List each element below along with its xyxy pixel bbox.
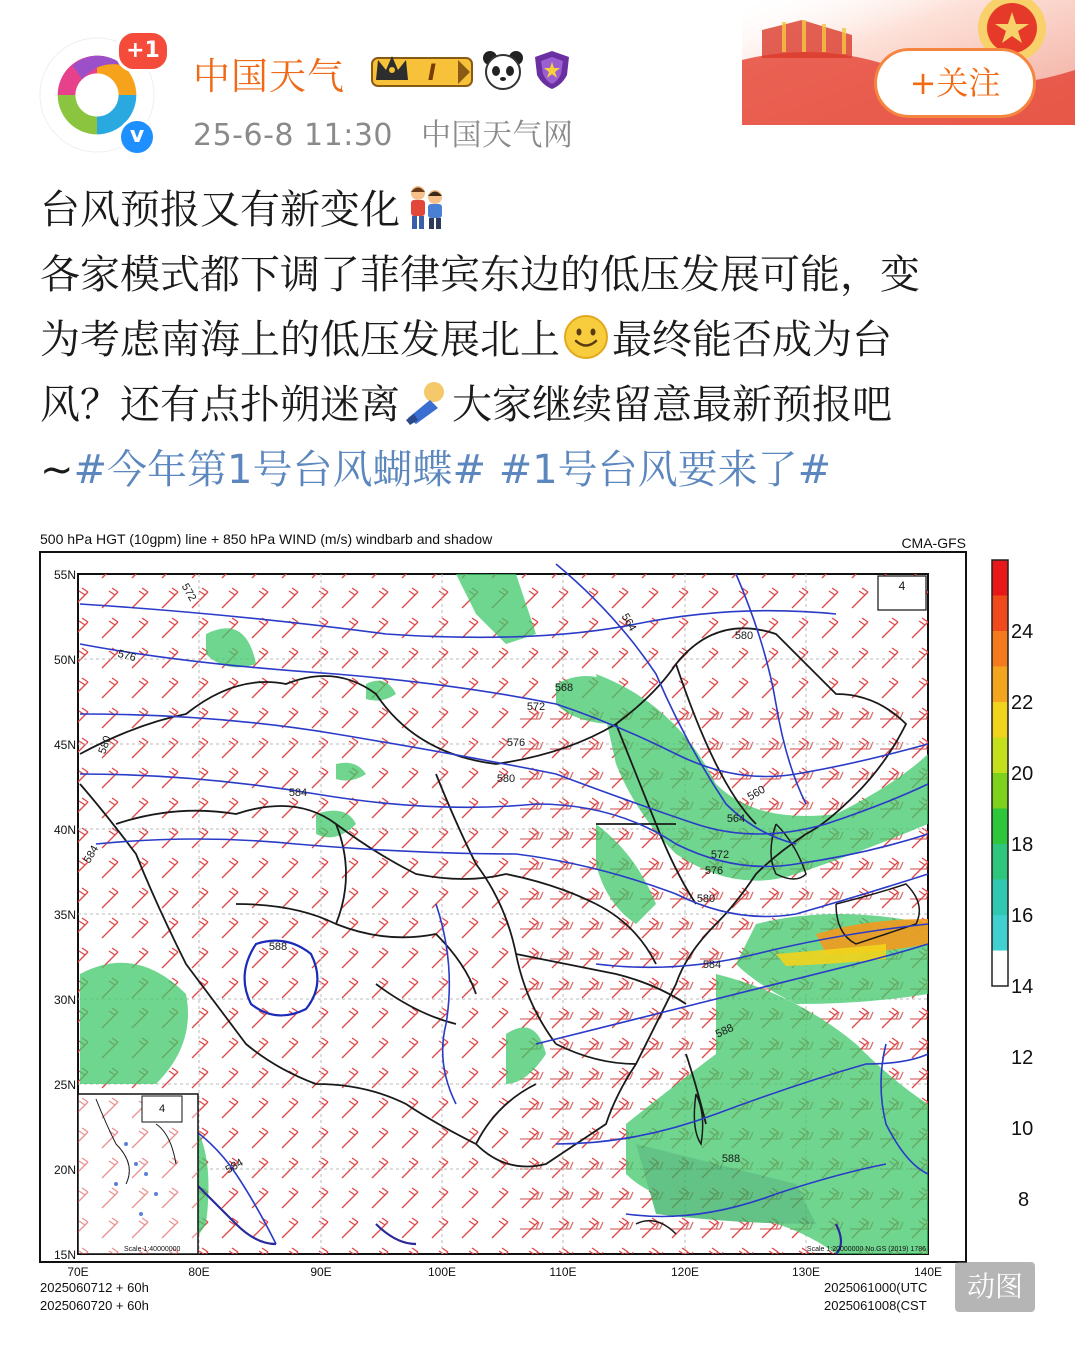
colorbar-label: 16: [1011, 905, 1034, 927]
hashtag-line: [40, 438, 1040, 503]
colorbar-segment: [992, 915, 1008, 951]
colorbar-segment: [992, 702, 1008, 738]
svg-text:I: I: [427, 61, 437, 86]
post-line-3: [40, 308, 1040, 373]
post-line-2: 各家模式都下调了菲律宾东边的低压发展可能，变: [40, 252, 920, 298]
weather-map-image[interactable]: [36, 524, 1042, 1324]
inset-map: [78, 1094, 198, 1254]
colorbar-segment: [992, 880, 1008, 916]
contour-label: 584: [702, 959, 722, 971]
contour-label: 584: [223, 1156, 246, 1177]
lat-label: 25N: [53, 1078, 76, 1092]
colorbar-segment: [992, 773, 1008, 809]
colorbar-segment: [992, 844, 1008, 880]
lon-label: 120E: [670, 1265, 700, 1279]
contour-label: 564: [726, 813, 746, 825]
lat-label: 55N: [53, 568, 76, 582]
hashtag-link-1[interactable]: #今年第1号台风蝴蝶#: [73, 447, 486, 493]
post-text-line: 为考虑南海上的低压发展北上: [40, 317, 560, 363]
lon-label: 100E: [427, 1265, 457, 1279]
contour-label: 588: [268, 941, 288, 953]
contour-label: 560: [745, 783, 768, 804]
contour-label: 568: [554, 682, 574, 694]
colorbar-label: 14: [1011, 976, 1034, 998]
post-text-line: 风？还有点扑朔迷离: [40, 382, 400, 428]
valid-time-cst: 2025061008(CST: [824, 1298, 927, 1313]
panel-number: 4: [898, 579, 906, 593]
contour-label: 576: [506, 737, 526, 749]
init-time-cst: 2025060720 + 60h: [40, 1298, 149, 1313]
shield-badge-icon: [532, 49, 572, 91]
contour-label: 584: [81, 843, 102, 866]
contour-label: 576: [704, 865, 724, 877]
contour-label: 572: [710, 849, 730, 861]
lat-label: 20N: [53, 1163, 76, 1177]
lon-label: 140E: [913, 1265, 943, 1279]
verified-badge: v: [118, 118, 156, 156]
post-text: [40, 178, 1040, 503]
colorbar-label: 12: [1011, 1047, 1034, 1069]
contour-label: 580: [696, 893, 716, 905]
map-title: 500 hPa HGT (10gpm) line + 850 hPa WIND (m/s) windbarb and shadow: [40, 531, 493, 547]
post-timestamp: 25-6-8 11:30: [193, 118, 393, 153]
colorbar-segment: [992, 667, 1008, 703]
author-badges: [370, 48, 572, 92]
valid-time-utc: 2025061000(UTC: [824, 1280, 928, 1295]
notification-badge: +1: [116, 30, 170, 72]
post-source[interactable]: 中国天气网: [421, 118, 574, 153]
colorbar-label: 24: [1011, 621, 1034, 643]
author-name[interactable]: 中国天气: [193, 55, 345, 98]
inset-scale: Scale 1:40000000: [124, 1246, 181, 1253]
contour-label: 572: [178, 581, 199, 604]
colorbar-label: 18: [1011, 834, 1034, 856]
contour-label: 584: [288, 787, 308, 799]
lat-label: 45N: [53, 738, 76, 752]
lon-label: 90E: [310, 1265, 332, 1279]
hashtag-link-2[interactable]: #1号台风要来了#: [498, 447, 832, 493]
lat-label: 40N: [53, 823, 76, 837]
gif-badge: 动图: [955, 1262, 1035, 1312]
colorbar-label: 22: [1011, 692, 1034, 714]
smile-emoji-icon: [562, 313, 610, 361]
colorbar-segment: [992, 631, 1008, 667]
init-time-utc: 2025060712 + 60h: [40, 1280, 149, 1295]
post-text-line: 台风预报又有新变化: [40, 187, 400, 233]
colorbar-segment: [992, 596, 1008, 632]
colorbar-segment: [992, 560, 1008, 596]
colorbar-segment: [992, 951, 1008, 987]
lat-label: 15N: [53, 1248, 76, 1262]
contour-label: 588: [713, 1021, 736, 1041]
lon-label: 70E: [67, 1265, 89, 1279]
lat-label: 30N: [53, 993, 76, 1007]
lat-label: 35N: [53, 908, 76, 922]
post-line-4: [40, 373, 1040, 438]
lon-label: 110E: [549, 1265, 577, 1279]
lying-down-emoji-icon: [402, 378, 450, 426]
post-meta: [193, 110, 592, 154]
hashtag-prefix: ~: [40, 447, 74, 493]
map-model-label: CMA-GFS: [901, 535, 966, 551]
lon-label: 80E: [188, 1265, 210, 1279]
colorbar-label: 10: [1011, 1118, 1034, 1140]
contour-label: 580: [734, 630, 754, 642]
crown-level-icon: [370, 50, 474, 90]
colorbar-label: 8: [1018, 1189, 1030, 1211]
post-line-1: [40, 178, 1040, 243]
follow-button[interactable]: +关注: [874, 48, 1036, 118]
contour-label: 588: [721, 1153, 741, 1165]
panda-icon: [482, 50, 524, 90]
contour-label: 572: [526, 701, 546, 713]
map-scale: Scale 1:20000000 No.GS (2019) 1786: [806, 1246, 926, 1253]
lat-label: 50N: [53, 653, 76, 667]
colorbar-segment: [992, 809, 1008, 845]
colorbar-label: 20: [1011, 763, 1034, 785]
contour-label: 576: [116, 647, 138, 665]
colorbar-segment: [992, 738, 1008, 774]
lon-label: 130E: [791, 1265, 821, 1279]
contour-label: 580: [496, 773, 516, 785]
post-text-line: 大家继续留意最新预报吧: [452, 382, 892, 428]
inset-number: 4: [158, 1103, 166, 1115]
colorbar: [992, 560, 1008, 986]
post-text-line: 最终能否成为台: [612, 317, 892, 363]
family-emoji-icon: [402, 183, 450, 231]
contour-label: 580: [96, 734, 114, 756]
contour-label: 564: [618, 611, 639, 634]
